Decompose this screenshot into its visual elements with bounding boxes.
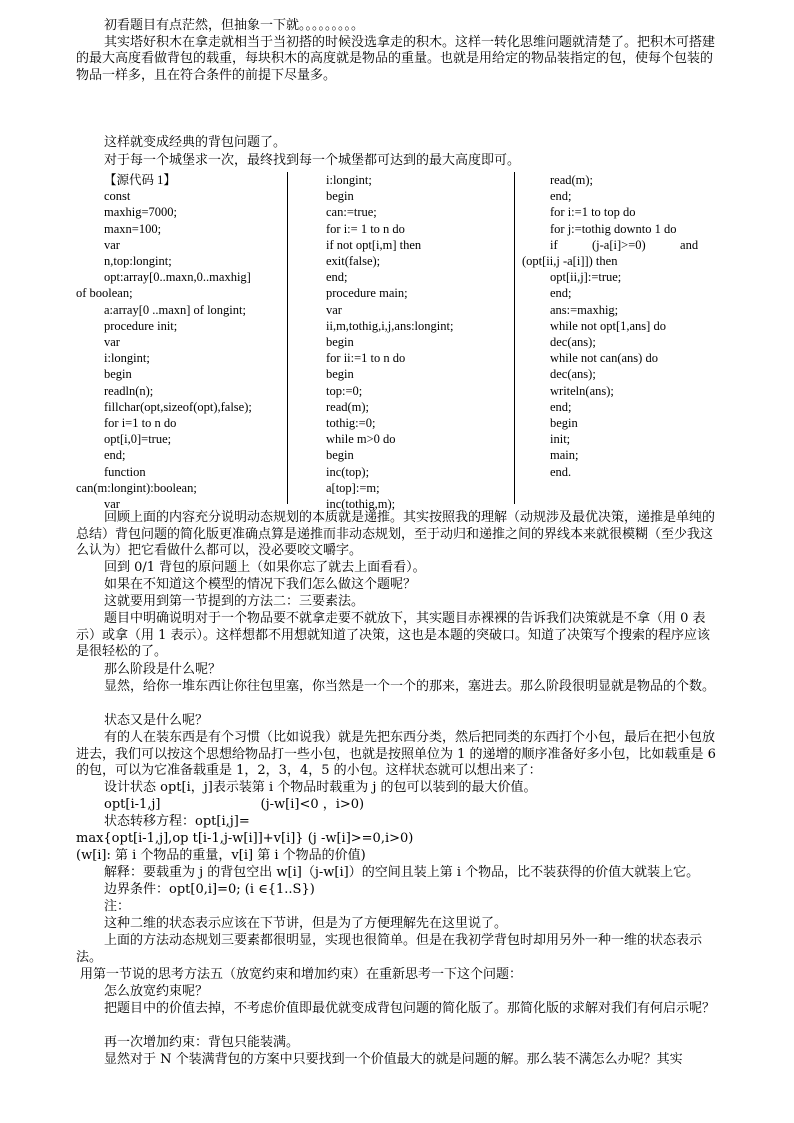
code-line: read(m); [550, 173, 594, 187]
paragraph-decision: 题目中明确说明对于一个物品要不就拿走要不就放下，其实题目赤裸裸的告诉我们决策就是不拿（用 0 表示）或拿（用 1 表示）。这样想都不用想就知道了决策，这也是本题的突破口。知道了决策写个搜索的程序应该是很轻松的了。 [76, 611, 711, 660]
code-line: var [104, 335, 120, 350]
paragraph-method: 这就要用到第一节提到的方法二：三要素法。 [104, 594, 365, 609]
code-line: begin [326, 189, 354, 204]
code-line: 【源代码 1】 [104, 173, 176, 187]
paragraph-state-design: 设计状态 opt[i，j]表示装第 i 个物品时载重为 j 的包可以装到的最大价值。 [104, 780, 537, 795]
formula-line-1 [76, 797, 718, 814]
code-line: if (j-a[i]>=0) and [550, 237, 699, 252]
code-line: var [326, 302, 342, 317]
code-line: inc(top); [326, 464, 370, 479]
code-line: for i:= 1 to n do [326, 221, 405, 236]
code-line: fillchar(opt,sizeof(opt),false); [104, 399, 252, 414]
paragraph-relax-question: 怎么放宽约束呢？ [104, 984, 209, 999]
formula-weight-note: (w[i]: 第 i 个物品的重量，v[i] 第 i 个物品的价值) [76, 848, 366, 863]
code-line: end; [104, 448, 126, 463]
code-line: init; [550, 432, 571, 447]
formula-transition-label: 状态转移方程：opt[i,j]= [104, 814, 250, 829]
code-line: maxhig=7000; [104, 205, 178, 220]
code-line: readln(n); [104, 383, 154, 398]
paragraph-one-dim: 上面的方法动态规划三要素都很明显，实现也很简单。但是在我初学背包时却用另外一种一维的状态表示法。 [76, 933, 703, 965]
code-line: for ii:=1 to n do [326, 351, 406, 366]
code-line: opt:array[0..maxn,0..maxhig] [104, 270, 251, 285]
code-line: procedure init; [104, 318, 178, 333]
intro-paragraph-4: 对于每一个城堡求一次，最终找到每一个城堡都可达到的最大高度即可。 [104, 153, 521, 168]
code-line: while not can(ans) do [550, 351, 658, 366]
code-line: i:longint; [104, 351, 150, 366]
paragraph-back-to-01: 回到 0/1 背包的原问题上（如果你忘了就去上面看看）。 [104, 560, 426, 575]
formula-1-left: opt[i-1,j] [104, 797, 161, 812]
code-line: main; [550, 448, 579, 463]
code-line: if not opt[i,m] then [326, 237, 422, 252]
code-line: begin [326, 448, 354, 463]
code-line: begin [550, 416, 578, 431]
code-line: a:array[0 ..maxn] of longint; [104, 302, 246, 317]
paragraph-question: 如果在不知道这个模型的情况下我们怎么做这个题呢？ [104, 577, 417, 592]
formula-1-condition: (j-w[i]<0 ，i>0) [260, 797, 365, 812]
paragraph-simplified: 把题目中的价值去掉，不考虑价值即最优就变成背包问题的简化版了。那简化版的求解对我们有何启示呢？ [104, 1001, 716, 1016]
code-column-3 [522, 172, 718, 480]
code-line: end. [550, 464, 572, 479]
code-line: n,top:longint; [104, 254, 172, 269]
code-line: writeln(ans); [550, 383, 614, 398]
paragraph-state-answer: 有的人在装东西是有个习惯（比如说我）就是先把东西分类，然后把同类的东西打个小包，最后在把小包放进去，我们可以按这个思想给物品打一些小包，也就是按照单位为 1 的递增的顺序准备好多小包，比如载重是 6 的包，可以为它准备载重是 1，2，3，4，5 的小包。这样状态就可以想出来了： [76, 730, 716, 779]
intro-paragraph-2: 其实塔好积木在拿走就相当于当初搭的时候没选拿走的积木。这样一转化思维问题就清楚了。把积木可搭建的最大高度看做背包的载重，每块积木的高度就是物品的重量。也就是用给定的物品装指定的包，使每个包装的物品一样多，且在符合条件的前提下尽量多。 [76, 34, 716, 83]
code-line: ii,m,tothig,i,j,ans:longint; [326, 318, 454, 333]
code-line: for i=1 to n do [104, 416, 177, 431]
code-line: for i:=1 to top do [550, 205, 636, 220]
column-divider-2 [514, 172, 515, 504]
paragraph-stage-question: 那么阶段是什么呢？ [104, 662, 222, 677]
code-line: begin [104, 367, 132, 382]
code-line: opt[i,0]=true; [104, 432, 172, 447]
intro-paragraph-1: 初看题目有点茫然，但抽象一下就。。。。。。。。。 [104, 18, 365, 33]
paragraph-stage-answer: 显然，给你一堆东西让你往包里塞，你当然是一个一个的那来，塞进去。那么阶段很明显就是物品的个数。 [104, 679, 716, 694]
formula-transition-max: max{opt[i-1,j],op t[i-1,j-w[i]]+v[i]} (j -w[i]>=0,i>0) [76, 831, 414, 846]
code-line: (opt[ii,j -a[i]]) then [522, 254, 618, 269]
code-line: of boolean; [76, 286, 133, 301]
code-line: opt[ii,j]:=true; [550, 270, 622, 285]
intro-paragraph-3: 这样就变成经典的背包问题了。 [104, 135, 287, 150]
code-line: i:longint; [326, 173, 372, 187]
code-line: tothig:=0; [326, 416, 376, 431]
code-line: function [104, 464, 146, 479]
code-line: var [104, 237, 120, 252]
code-line: a[top]:=m; [326, 480, 380, 495]
code-line: can(m:longint):boolean; [76, 480, 197, 495]
code-line: can:=true; [326, 205, 377, 220]
code-line: read(m); [326, 399, 370, 414]
code-line: end; [550, 286, 572, 301]
code-line: var [104, 497, 120, 512]
code-line: const [104, 189, 131, 204]
paragraph-note-text: 这种二维的状态表示应该在下节讲，但是为了方便理解先在这里说了。 [104, 916, 508, 931]
code-line: begin [326, 335, 354, 350]
paragraph-recap: 回顾上面的内容充分说明动态规划的本质就是递推。其实按照我的理解（动规涉及最优决策，递推是单纯的总结）背包问题的简化版更准确点算是递推而非动态规划，至于动归和递推之间的界线本来就很模糊（至少我这么认为）把它看做什么都可以，没必要咬文嚼字。 [76, 510, 716, 559]
code-line: for j:=tothig downto 1 do [550, 221, 677, 236]
code-line: while m>0 do [326, 432, 396, 447]
paragraph-boundary: 边界条件：opt[0,i]=0; (i ∈{1..S}) [104, 882, 315, 897]
paragraph-add-constraint: 再一次增加约束：背包只能装满。 [104, 1035, 300, 1050]
code-line: dec(ans); [550, 335, 596, 350]
paragraph-state-question: 状态又是什么呢？ [104, 713, 209, 728]
paragraph-relax-constraint: 用第一节说的思考方法五（放宽约束和增加约束）在重新思考一下这个问题： [80, 967, 523, 982]
code-column-1 [76, 172, 286, 512]
column-divider-1 [287, 172, 288, 504]
code-line: while not opt[1,ans] do [550, 318, 666, 333]
code-line: dec(ans); [550, 367, 596, 382]
paragraph-explanation: 解释：要载重为 j 的背包空出 w[i]（j-w[i]）的空间且装上第 i 个物品，比不装获得的价值大就装上它。 [104, 865, 700, 880]
code-line: begin [326, 367, 354, 382]
code-line: exit(false); [326, 254, 381, 269]
code-line: top:=0; [326, 383, 363, 398]
code-line: end; [550, 189, 572, 204]
code-line: end; [326, 270, 348, 285]
code-line: procedure main; [326, 286, 408, 301]
paragraph-note-label: 注： [104, 899, 131, 914]
code-line: end; [550, 399, 572, 414]
code-line: maxn=100; [104, 221, 162, 236]
code-line: inc(tothig,m); [326, 497, 396, 512]
code-column-2 [326, 172, 510, 512]
code-line: ans:=maxhig; [550, 302, 619, 317]
paragraph-full-bag: 显然对于 N 个装满背包的方案中只要找到一个价值最大的就是问题的解。那么装不满怎么办呢？其实 [104, 1052, 683, 1067]
